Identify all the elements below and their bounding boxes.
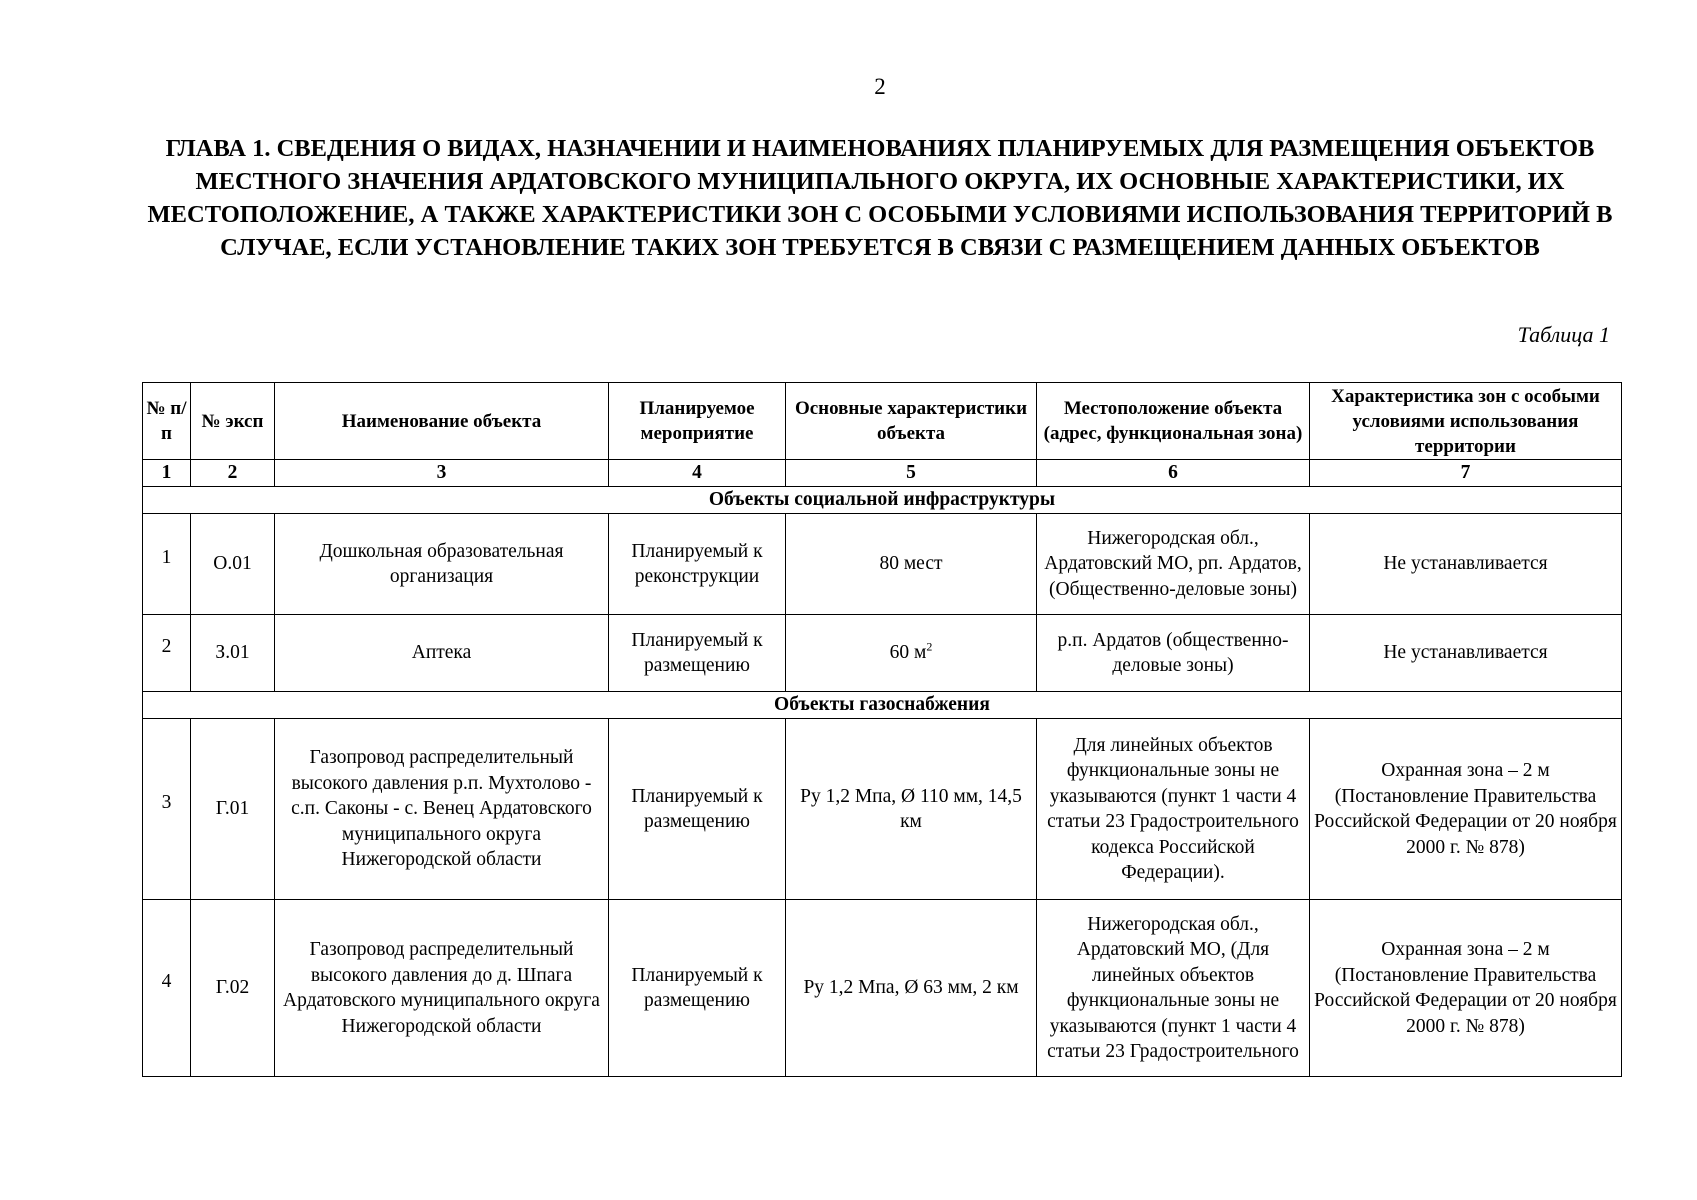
- row-location: Нижегородская обл., Ардатовский МО, (Для линейных объектов функциональные зоны не указываются (пункт 1 части 4 статьи 23 Градостроительного: [1037, 900, 1310, 1077]
- column-number: 6: [1037, 460, 1310, 487]
- row-name: Дошкольная образовательная организация: [275, 514, 609, 615]
- row-zones: Не устанавливается: [1310, 514, 1622, 615]
- row-action: Планируемый к реконструкции: [609, 514, 786, 615]
- row-location: р.п. Ардатов (общественно-деловые зоны): [1037, 615, 1310, 692]
- column-number: 2: [191, 460, 275, 487]
- row-name: Газопровод распределительный высокого давления р.п. Мухтолово - с.п. Саконы - с. Венец Ардатовского муниципального округа Нижегородской области: [275, 719, 609, 900]
- table-row: [143, 719, 1622, 900]
- row-characteristics: Ру 1,2 Мпа, Ø 63 мм, 2 км: [786, 900, 1037, 1077]
- section-row: [143, 692, 1622, 719]
- row-zones: Охранная зона – 2 м (Постановление Правительства Российской Федерации от 20 ноября 2000 г. № 878): [1310, 719, 1622, 900]
- row-action: Планируемый к размещению: [609, 900, 786, 1077]
- row-name: Газопровод распределительный высокого давления до д. Шпага Ардатовского муниципального округа Нижегородской области: [275, 900, 609, 1077]
- row-num: 2: [143, 615, 191, 692]
- column-number: 5: [786, 460, 1037, 487]
- table-row: [143, 900, 1622, 1077]
- column-number: 7: [1310, 460, 1622, 487]
- table-caption: Таблица 1: [1517, 322, 1610, 347]
- row-num: 1: [143, 514, 191, 615]
- row-characteristics: 60 $м^2$: [786, 615, 1037, 692]
- column-number: 1: [143, 460, 191, 487]
- row-exp: З.01: [191, 615, 275, 692]
- section-title: Объекты социальной инфраструктуры: [143, 487, 1622, 514]
- row-location: Нижегородская обл., Ардатовский МО, рп. Ардатов, (Общественно-деловые зоны): [1037, 514, 1310, 615]
- row-zones: Охранная зона – 2 м (Постановление Правительства Российской Федерации от 20 ноября 2000 г. № 878): [1310, 900, 1622, 1077]
- column-number: 4: [609, 460, 786, 487]
- header-num: № п/п: [143, 383, 191, 460]
- table-row: [143, 514, 1622, 615]
- row-characteristics: Ру 1,2 Мпа, Ø 110 мм, 14,5 км: [786, 719, 1037, 900]
- row-name: Аптека: [275, 615, 609, 692]
- row-exp: Г.01: [191, 719, 275, 900]
- row-characteristics: 80 мест: [786, 514, 1037, 615]
- section-title: Объекты газоснабжения: [143, 692, 1622, 719]
- table-row: [143, 615, 1622, 692]
- chapter-title: ГЛАВА 1. СВЕДЕНИЯ О ВИДАХ, НАЗНАЧЕНИИ И НАИМЕНОВАНИЯХ ПЛАНИРУЕМЫХ ДЛЯ РАЗМЕЩЕНИЯ ОБЪЕКТОВ МЕСТНОГО ЗНАЧЕНИЯ АРДАТОВСКОГО МУНИЦИПАЛЬНОГО ОКРУГА, ИХ ОСНОВНЫЕ ХАРАКТЕРИСТИКИ, ИХ МЕСТОПОЛОЖЕНИЕ, А ТАКЖЕ ХАРАКТЕРИСТИКИ ЗОН С ОСОБЫМИ УСЛОВИЯМИ ИСПОЛЬЗОВАНИЯ ТЕРРИТОРИЙ В СЛУЧАЕ, ЕСЛИ УСТАНОВЛЕНИЕ ТАКИХ ЗОН ТРЕБУЕТСЯ В СВЯЗИ С РАЗМЕЩЕНИЕМ ДАННЫХ ОБЪЕКТОВ: [147, 135, 1613, 261]
- header-name: Наименование объекта: [275, 383, 609, 460]
- row-action: Планируемый к размещению: [609, 615, 786, 692]
- header-characteristics: Основные характеристики объекта: [786, 383, 1037, 460]
- column-number: 3: [275, 460, 609, 487]
- row-zones: Не устанавливается: [1310, 615, 1622, 692]
- column-number-row: [143, 460, 1622, 487]
- row-exp: Г.02: [191, 900, 275, 1077]
- header-exp: № эксп: [191, 383, 275, 460]
- row-action: Планируемый к размещению: [609, 719, 786, 900]
- objects-table: [142, 382, 1622, 1077]
- header-zones: Характеристика зон с особыми условиями использования территории: [1310, 383, 1622, 460]
- row-num: 4: [143, 900, 191, 1077]
- header-location: Местоположение объекта (адрес, функциональная зона): [1037, 383, 1310, 460]
- section-row: [143, 487, 1622, 514]
- table-header-row: [143, 383, 1622, 460]
- row-location: Для линейных объектов функциональные зоны не указываются (пункт 1 части 4 статьи 23 Градостроительного кодекса Российской Федерации).: [1037, 719, 1310, 900]
- row-num: 3: [143, 719, 191, 900]
- header-action: Планируемое мероприятие: [609, 383, 786, 460]
- page-number: 2: [874, 74, 886, 99]
- row-exp: О.01: [191, 514, 275, 615]
